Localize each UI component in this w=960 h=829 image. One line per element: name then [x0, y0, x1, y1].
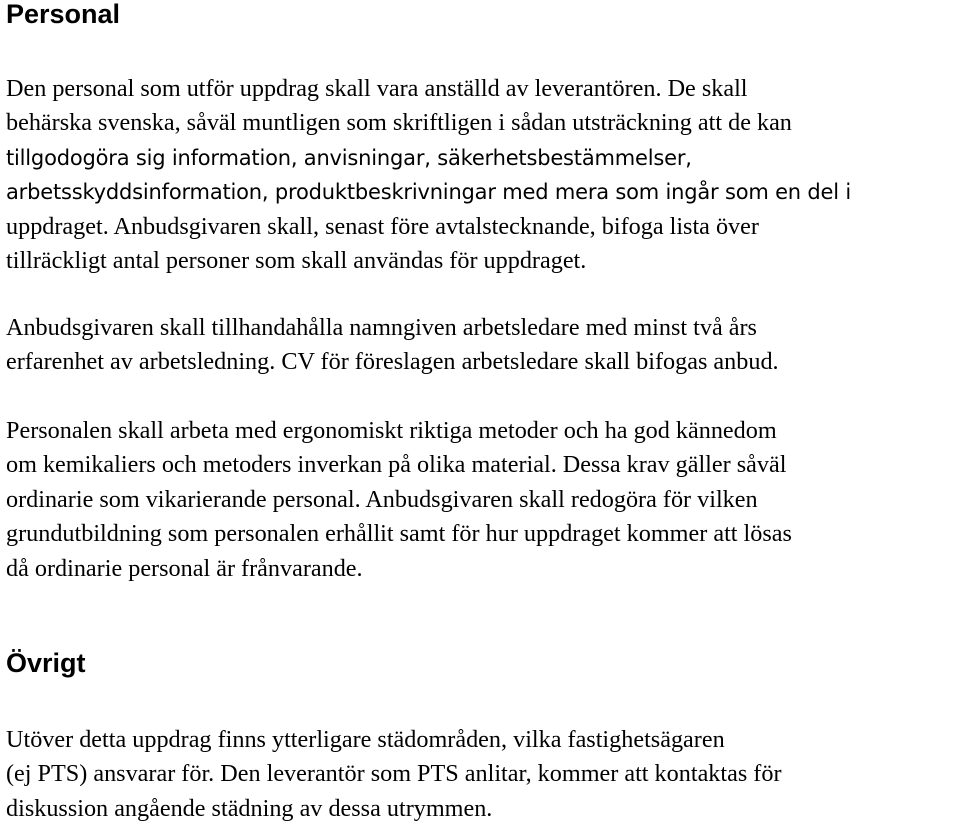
paragraph-personnel-requirements: [6, 72, 960, 278]
text-line: ordinarie som vikarierande personal. Anbudsgivaren skall redogöra för vilken: [6, 485, 758, 513]
paragraph-other-areas: [6, 723, 960, 826]
text-line: erfarenhet av arbetsledning. CV för föreslagen arbetsledare skall bifogas anbud.: [6, 348, 779, 376]
text-line: (ej PTS) ansvarar för. Den leverantör som PTS anlitar, kommer att kontaktas för: [6, 760, 782, 788]
text-line: arbetsskyddsinformation, produktbeskrivningar med mera som ingår som en del i: [6, 180, 851, 205]
text-line: tillräckligt antal personer som skall användas för uppdraget.: [6, 247, 587, 275]
section-heading-personal: Personal: [6, 0, 121, 29]
paragraph-ergonomics: [6, 414, 960, 586]
text-line: om kemikaliers och metoders inverkan på olika material. Dessa krav gäller såväl: [6, 451, 787, 479]
text-line: Den personal som utför uppdrag skall vara anställd av leverantören. De skall: [6, 75, 748, 102]
text-line: grundutbildning som personalen erhållit samt för hur uppdraget kommer att lösas: [6, 520, 792, 548]
paragraph-work-supervisor: [6, 311, 960, 380]
text-line: då ordinarie personal är frånvarande.: [6, 554, 363, 582]
text-line: uppdraget. Anbudsgivaren skall, senast före avtalstecknande, bifoga lista över: [6, 212, 759, 240]
text-line: Utöver detta uppdrag finns ytterligare städområden, vilka fastighetsägaren: [6, 726, 725, 753]
text-line: Anbudsgivaren skall tillhandahålla namngiven arbetsledare med minst två års: [6, 314, 757, 341]
text-line: diskussion angående städning av dessa utrymmen.: [6, 794, 493, 822]
section-heading-ovrigt: Övrigt: [6, 648, 86, 678]
text-line: Personalen skall arbeta med ergonomiskt riktiga metoder och ha god kännedom: [6, 417, 777, 444]
text-line: behärska svenska, såväl muntligen som skriftligen i sådan utsträckning att de kan: [6, 109, 792, 137]
text-line: tillgodogöra sig information, anvisningar, säkerhetsbestämmelser,: [6, 145, 692, 170]
